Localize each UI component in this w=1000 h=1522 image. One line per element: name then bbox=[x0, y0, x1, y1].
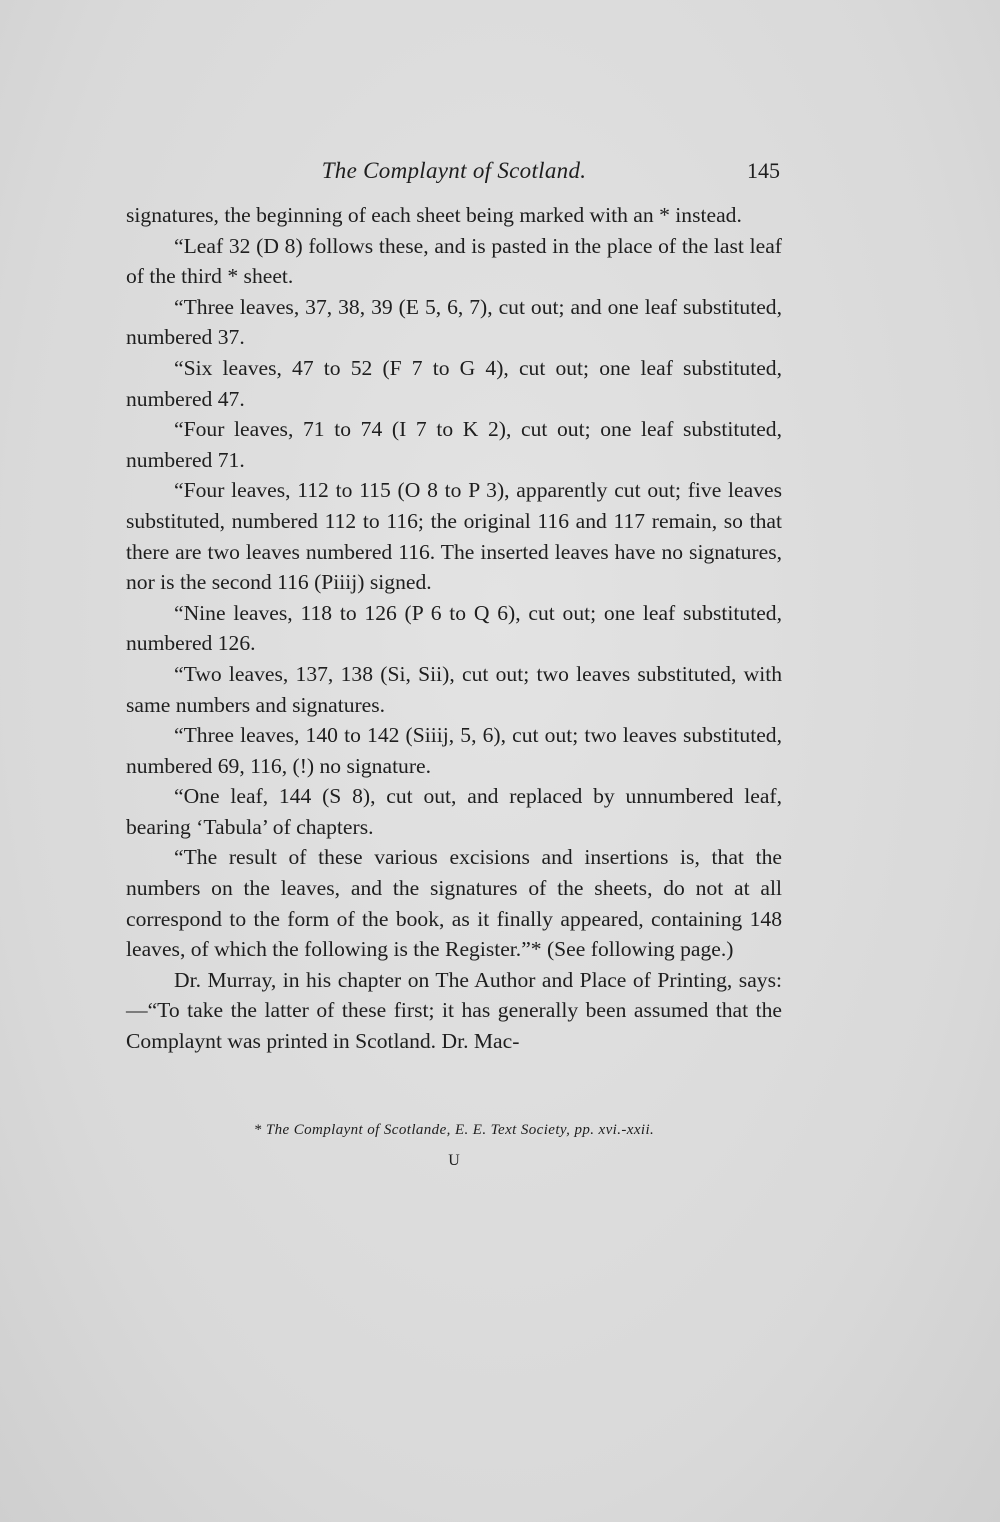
body-text bbox=[126, 200, 782, 1057]
paragraph-four-leaves-71: “Four leaves, 71 to 74 (I 7 to K 2), cut out; one leaf substituted, numbered 71. bbox=[126, 417, 782, 472]
paragraph-two-leaves: “Two leaves, 137, 138 (Si, Sii), cut out; two leaves substituted, with same numbers and signatures. bbox=[126, 661, 782, 717]
paragraph-nine-leaves: “Nine leaves, 118 to 126 (P 6 to Q 6), cut out; one leaf substituted, numbered 126. bbox=[126, 600, 782, 656]
paragraph-signatures: signatures, the beginning of each sheet being marked with an * instead. bbox=[126, 203, 742, 227]
paragraph-six-leaves: “Six leaves, 47 to 52 (F 7 to G 4), cut out; one leaf substituted, numbered 47. bbox=[126, 355, 782, 411]
signature-mark: U bbox=[448, 1152, 460, 1169]
paragraph-one-leaf: “One leaf, 144 (S 8), cut out, and replaced by unnumbered leaf, bearing ‘Tabula’ of chapters. bbox=[126, 784, 782, 839]
paragraph-three-leaves-37: “Three leaves, 37, 38, 39 (E 5, 6, 7), cut out; and one leaf substituted, numbered 37. bbox=[126, 294, 782, 350]
paragraph-three-leaves-140: “Three leaves, 140 to 142 (Siiij, 5, 6), cut out; two leaves substituted, numbered 69, 116, (!) no signature. bbox=[126, 723, 782, 778]
page-number: 145 bbox=[747, 158, 780, 183]
paragraph-result: “The result of these various excisions and insertions is, that the numbers on the leaves, and the signatures of the sheets, do not at all correspond to the form of the book, as it finally appeared, containing 148 leaves, of which the following is the Register.”* (See following page.) bbox=[126, 845, 782, 962]
paragraph-dr-murray: Dr. Murray, in his chapter on The Author and Place of Printing, says:—“To take the latter of these first; it has generally been assumed that the Complaynt was printed in Scotland. Dr. Mac- bbox=[126, 967, 782, 1054]
footnote: * The Complaynt of Scotlande, E. E. Text Society, pp. xvi.-xxii. bbox=[253, 1122, 655, 1138]
running-title: The Complaynt of Scotland. bbox=[321, 158, 587, 183]
paragraph-leaf-32: “Leaf 32 (D 8) follows these, and is pasted in the place of the last leaf of the third * sheet. bbox=[126, 233, 782, 289]
paragraph-four-leaves-112: “Four leaves, 112 to 115 (O 8 to P 3), apparently cut out; five leaves substituted, numbered 112 to 116; the original 116 and 117 remain, so that there are two leaves numbered 116. The inserted leaves have no signatures, nor is the second 116 (Piiij) signed. bbox=[126, 478, 782, 595]
page-header bbox=[128, 154, 780, 190]
